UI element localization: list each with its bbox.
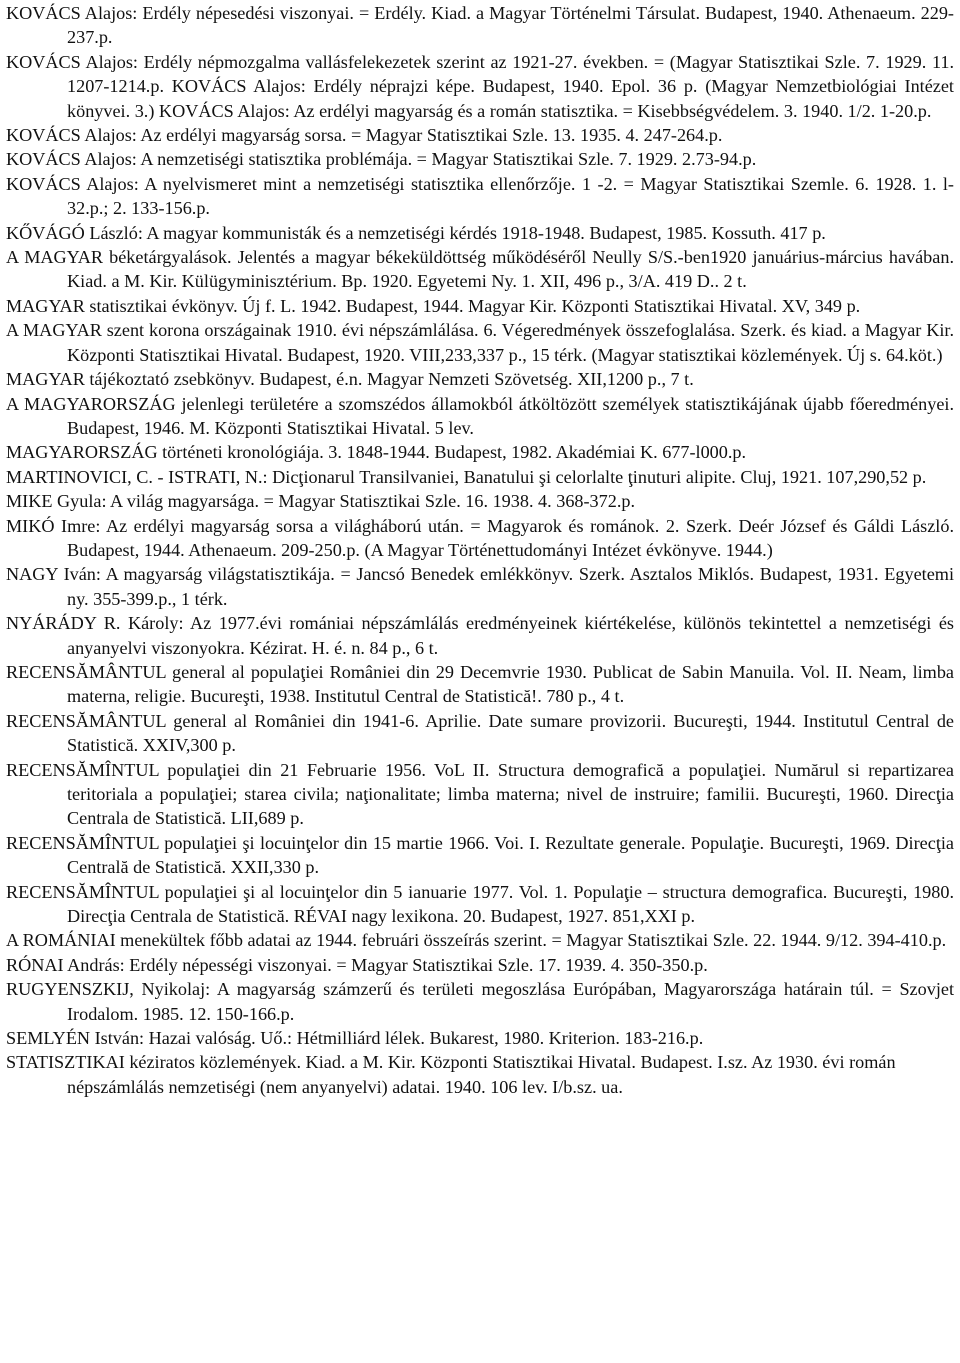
bibliography-entry: RECENSĂMÂNTUL general al populaţiei României din 29 Decemvrie 1930. Publicat de Sabin Manuila. Vol. II. Neam, limba materna, religie. Bucureşti, 1938. Institutul Central de Statistică!. 780 p., 4 t. bbox=[6, 661, 954, 707]
bibliography-entry: RECENSĂMÎNTUL populaţiei din 21 Februarie 1956. VoL II. Structura demografică a populaţiei. Numărul si repartizarea teritoriala a populaţiei; starea civila; naţionalitate; limba materna; nivel de instruire; familii. Bucureşti, 1960. Direcţia Centrala de Statistică. LII,689 p. bbox=[6, 759, 954, 829]
bibliography-entry: KOVÁCS Alajos: A nyelvismeret mint a nemzetiségi statisztika ellenőrzője. 1 -2. = Magyar Statisztikai Szemle. 6. 1928. 1. l-32.p.; 2. 133-156.p. bbox=[6, 173, 954, 219]
bibliography-entry: NYÁRÁDY R. Károly: Az 1977.évi romániai népszámlálás eredményeinek kiértékelése, különös tekintettel a nemzetiségi és anyanyelvi viszonyokra. Kézirat. H. é. n. 84 p., 6 t. bbox=[6, 613, 954, 658]
bibliography-entry: SEMLYÉN István: Hazai valóság. Uő.: Hétmilliárd lélek. Bukarest, 1980. Kriterion. 183-216.p. bbox=[6, 1028, 704, 1049]
bibliography-entry: MAGYAR statisztikai évkönyv. Új f. L. 1942. Budapest, 1944. Magyar Kir. Központi Statisztikai Hivatal. XV, 349 p. bbox=[6, 295, 861, 316]
bibliography-entry: KŐVÁGÓ László: A magyar kommunisták és a nemzetiségi kérdés 1918-1948. Budapest, 1985. Kossuth. 417 p. bbox=[6, 222, 826, 243]
bibliography-entry: A ROMÁNIAI menekültek főbb adatai az 1944. februári összeírás szerint. = Magyar Statisztikai Szle. 22. 1944. 9/12. 394-410.p. bbox=[6, 930, 947, 951]
bibliography-entry: NAGY Iván: A magyarság világstatisztikája. = Jancsó Benedek emlékkönyv. Szerk. Asztalos Miklós. Budapest, 1931. Egyetemi ny. 355-399.p., 1 térk. bbox=[6, 564, 954, 609]
bibliography-entry: MIKÓ Imre: Az erdélyi magyarság sorsa a világháború után. = Magyarok és románok. 2. Szerk. Deér József és Gáldi László. Budapest, 1944. Athenaeum. 209-250.p. (A Magyar Történettudományi Intézet évkönyve. 1944.) bbox=[6, 515, 954, 560]
bibliography-entry: MIKE Gyula: A világ magyarsága. = Magyar Statisztikai Szle. 16. 1938. 4. 368-372.p. bbox=[6, 491, 636, 512]
bibliography-entry: KOVÁCS Alajos: Az erdélyi magyarság sorsa. = Magyar Statisztikai Szle. 13. 1935. 4. 247-264.p. bbox=[6, 125, 723, 146]
bibliography-entry: KOVÁCS Alajos: A nemzetiségi statisztika problémája. = Magyar Statisztikai Szle. 7. 1929. 2.73-94.p. bbox=[6, 149, 757, 170]
bibliography-entry: A MAGYAR béketárgyalások. Jelentés a magyar békeküldöttség működéséről Neully S/S.-ben1920 januárius-március havában. Kiad. a M. Kir. Külügyminisztérium. Bp. 1920. Egyetemi Ny. 1. XII, 496 p., 3/A. 419 D.. 2 t. bbox=[6, 247, 954, 292]
bibliography-entry: A MAGYAR szent korona országainak 1910. évi népszámlálása. 6. Végeredmények összefoglalása. Szerk. és kiad. a Magyar Kir. Központi Statisztikai Hivatal. Budapest, 1920. VIII,233,337 p., 15 térk. (Magyar statisztikai közlemények. Új s. 64.köt.) bbox=[6, 320, 954, 365]
bibliography-entry: RUGYENSZKIJ, Nyikolaj: A magyarság számzerű és területi megoszlása Európában, Magyarországa határain túl. = Szovjet Irodalom. 1985. 12. 150-166.p. bbox=[6, 979, 954, 1024]
bibliography-entry: A MAGYARORSZÁG jelenlegi területére a szomszédos államokból átköltözött személyek statisztikájának újabb főeredményei. Budapest, 1946. M. Központi Statisztikai Hivatal. 5 lev. bbox=[6, 393, 954, 438]
bibliography-entry: RECENSĂMÎNTUL populaţiei şi al locuinţelor din 5 ianuarie 1977. Vol. 1. Populaţie – structura demografica. Bucureşti, 1980. Direcţia Centrala de Statistică. RÉVAI nagy lexikona. 20. Budapest, 1927. 851,XXI p. bbox=[6, 881, 954, 927]
bibliography-entry: KOVÁCS Alajos: Erdély népmozgalma vallásfelekezetek szerint az 1921-27. években. = (Magyar Statisztikai Szle. 7. 1929. 11. 1207-1214.p. KOVÁCS Alajos: Erdély néprajzi képe. Budapest, 1940. Epol. 36 p. (Magyar Nemzetbiológiai Intézet könyvei. 3.) KOVÁCS Alajos: Az erdélyi magyarság és a román statisztika. = Kisebbségvédelem. 3. 1940. 1/2. 1-20.p. bbox=[6, 51, 954, 121]
bibliography-entry: RECENSĂMÂNTUL general al României din 1941-6. Aprilie. Date sumare provizorii. Bucureşti, 1944. Institutul Central de Statistică. XXIV,300 p. bbox=[6, 710, 954, 756]
bibliography-entry: RÓNAI András: Erdély népességi viszonyai. = Magyar Statisztikai Szle. 17. 1939. 4. 350-350.p. bbox=[6, 954, 708, 975]
bibliography-entry: STATISZTIKAI kéziratos közlemények. Kiad. a M. Kir. Központi Statisztikai Hivatal. Budapest. I.sz. Az 1930. évi román népszámlálás nemzetiségi (nem anyanyelvi) adatai. 1940. 106 lev. I/b.sz. ua. bbox=[6, 1052, 896, 1097]
bibliography-entry: MARTINOVICI, C. - ISTRATI, N.: Dicţionarul Transilvaniei, Banatului şi celorlalte ţinuturi alipite. Cluj, 1921. 107,290,52 p. bbox=[6, 466, 927, 487]
bibliography-entry: KOVÁCS Alajos: Erdély népesedési viszonyai. = Erdély. Kiad. a Magyar Történelmi Társulat. Budapest, 1940. Athenaeum. 229-237.p. bbox=[6, 3, 954, 48]
bibliography-entry: MAGYAR tájékoztató zsebkönyv. Budapest, é.n. Magyar Nemzeti Szövetség. XII,1200 p., 7 t. bbox=[6, 369, 694, 390]
bibliography-entry: RECENSĂMÎNTUL populaţiei şi locuinţelor din 15 martie 1966. Voi. I. Rezultate generale. Populaţie. Bucureşti, 1969. Direcţia Centrală de Statistică. XXII,330 p. bbox=[6, 832, 954, 878]
bibliography-entry: MAGYARORSZÁG történeti kronológiája. 3. 1848-1944. Budapest, 1982. Akadémiai K. 677-l000.p. bbox=[6, 442, 747, 463]
